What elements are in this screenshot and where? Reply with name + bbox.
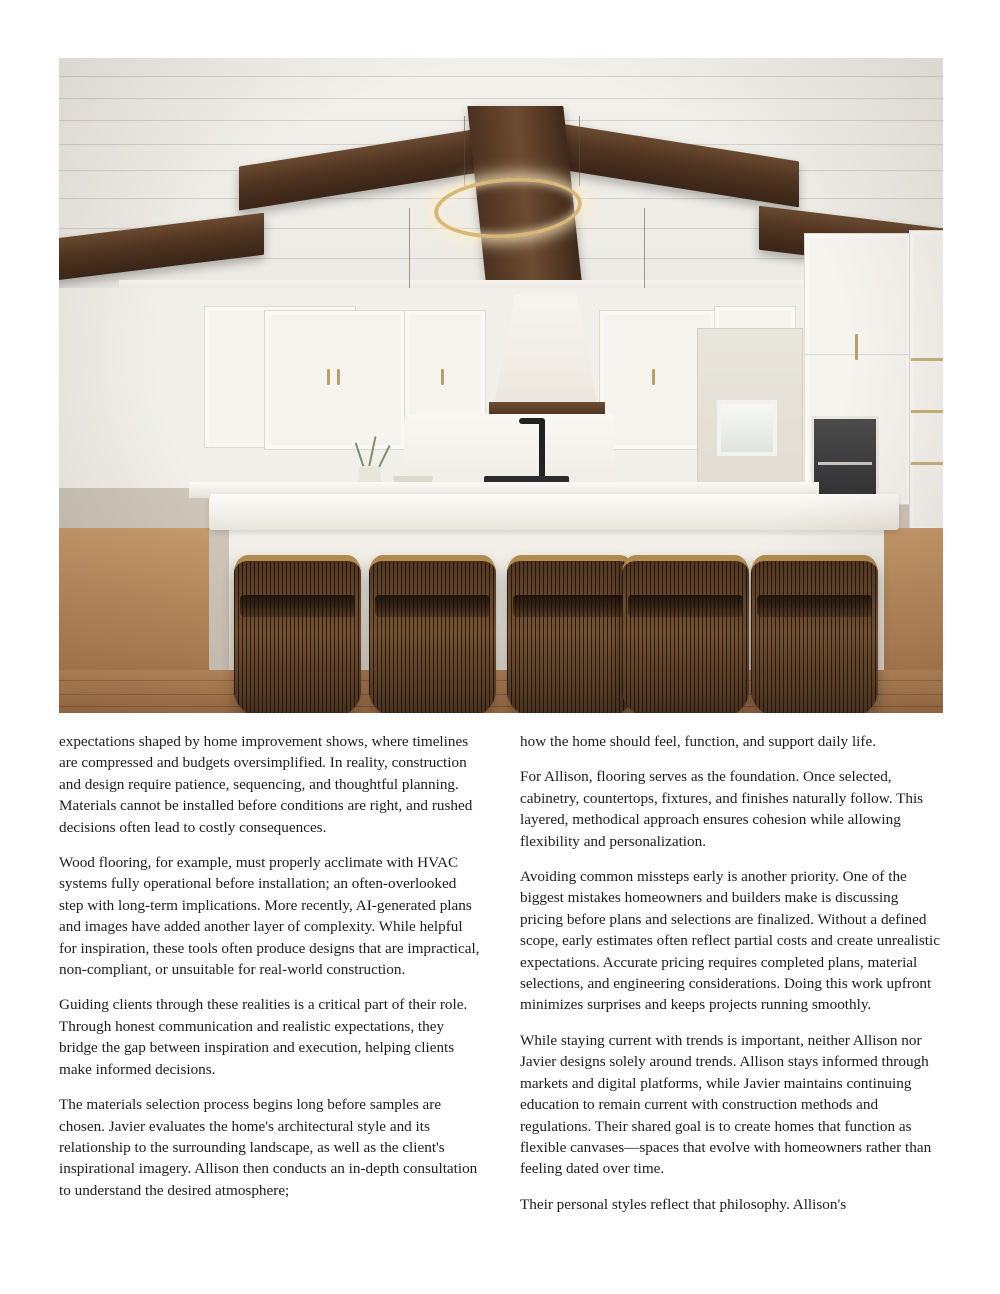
counter-stool xyxy=(234,555,361,713)
paragraph: Guiding clients through these realities is a critical part of their role. Through honest communication and realistic expectations, they bridge the gap between inspiration and execution, helping clients make informed decisions. xyxy=(59,996,468,1078)
open-shelf xyxy=(911,410,943,413)
left-text-column xyxy=(59,731,482,1215)
article-body xyxy=(59,731,943,1215)
kitchen-photograph xyxy=(59,58,943,713)
paragraph: The materials selection process begins long before samples are chosen. Javier evaluates the home's architectural style and its relationship to the surrounding landscape, as well as the client's inspirational imagery. Allison then conducts an in-depth consultation to understand the desired atmosphere; xyxy=(59,1096,478,1199)
open-shelf xyxy=(911,462,943,465)
photo-canvas xyxy=(59,58,943,713)
right-text-column xyxy=(520,731,943,1215)
counter-stool xyxy=(369,555,496,713)
counter-stool xyxy=(507,555,634,713)
kitchen-island-countertop xyxy=(209,494,899,530)
paragraph: Their personal styles reflect that philosophy. Allison's xyxy=(520,1195,847,1213)
paragraph: Avoiding common missteps early is another priority. One of the biggest mistakes homeowners and builders make is discussing pricing before plans and selections are finalized. Without a defined scope, early estimates often reflect partial costs and create unrealistic expectations. Accurate pricing requires completed plans, material selections, and engineering considerations. Doing this work upfront minimizes surprises and keeps projects running smoothly. xyxy=(520,868,940,1014)
paragraph: how the home should feel, function, and support daily life. xyxy=(520,733,876,750)
paragraph: Wood flooring, for example, must properly acclimate with HVAC systems fully operational before installation; an often-overlooked step with long-term implications. More recently, AI-generated plans and images have added another layer of complexity. While helpful for inspiration, these tools often produce designs that are impractical, non-compliant, or unsuitable for real-world construction. xyxy=(59,854,480,979)
paragraph: For Allison, flooring serves as the foundation. Once selected, cabinetry, countertops, fixtures, and finishes naturally follow. This layered, methodical approach ensures cohesion while allowing flexibility and personalization. xyxy=(520,768,924,850)
tall-cabinet xyxy=(909,230,943,532)
upper-cabinet xyxy=(264,310,406,450)
counter-stool xyxy=(751,555,878,713)
paragraph: expectations shaped by home improvement shows, where timelines are compressed and budgets oversimplified. In reality, construction and design require patience, sequencing, and thoughtful planning. Materials cannot be installed before conditions are right, and rushed decisions often lead to costly consequences. xyxy=(59,733,473,836)
kitchen-window xyxy=(717,400,777,456)
paragraph: While staying current with trends is important, neither Allison nor Javier designs solely around trends. Allison stays informed through markets and digital platforms, while Javier maintains continuing education to remain current with construction methods and regulations. Their shared goal is to create homes that function as flexible canvases—spaces that evolve with homeowners rather than feeling dated over time. xyxy=(520,1031,932,1178)
counter-stool xyxy=(622,555,749,713)
open-shelf xyxy=(911,358,943,361)
